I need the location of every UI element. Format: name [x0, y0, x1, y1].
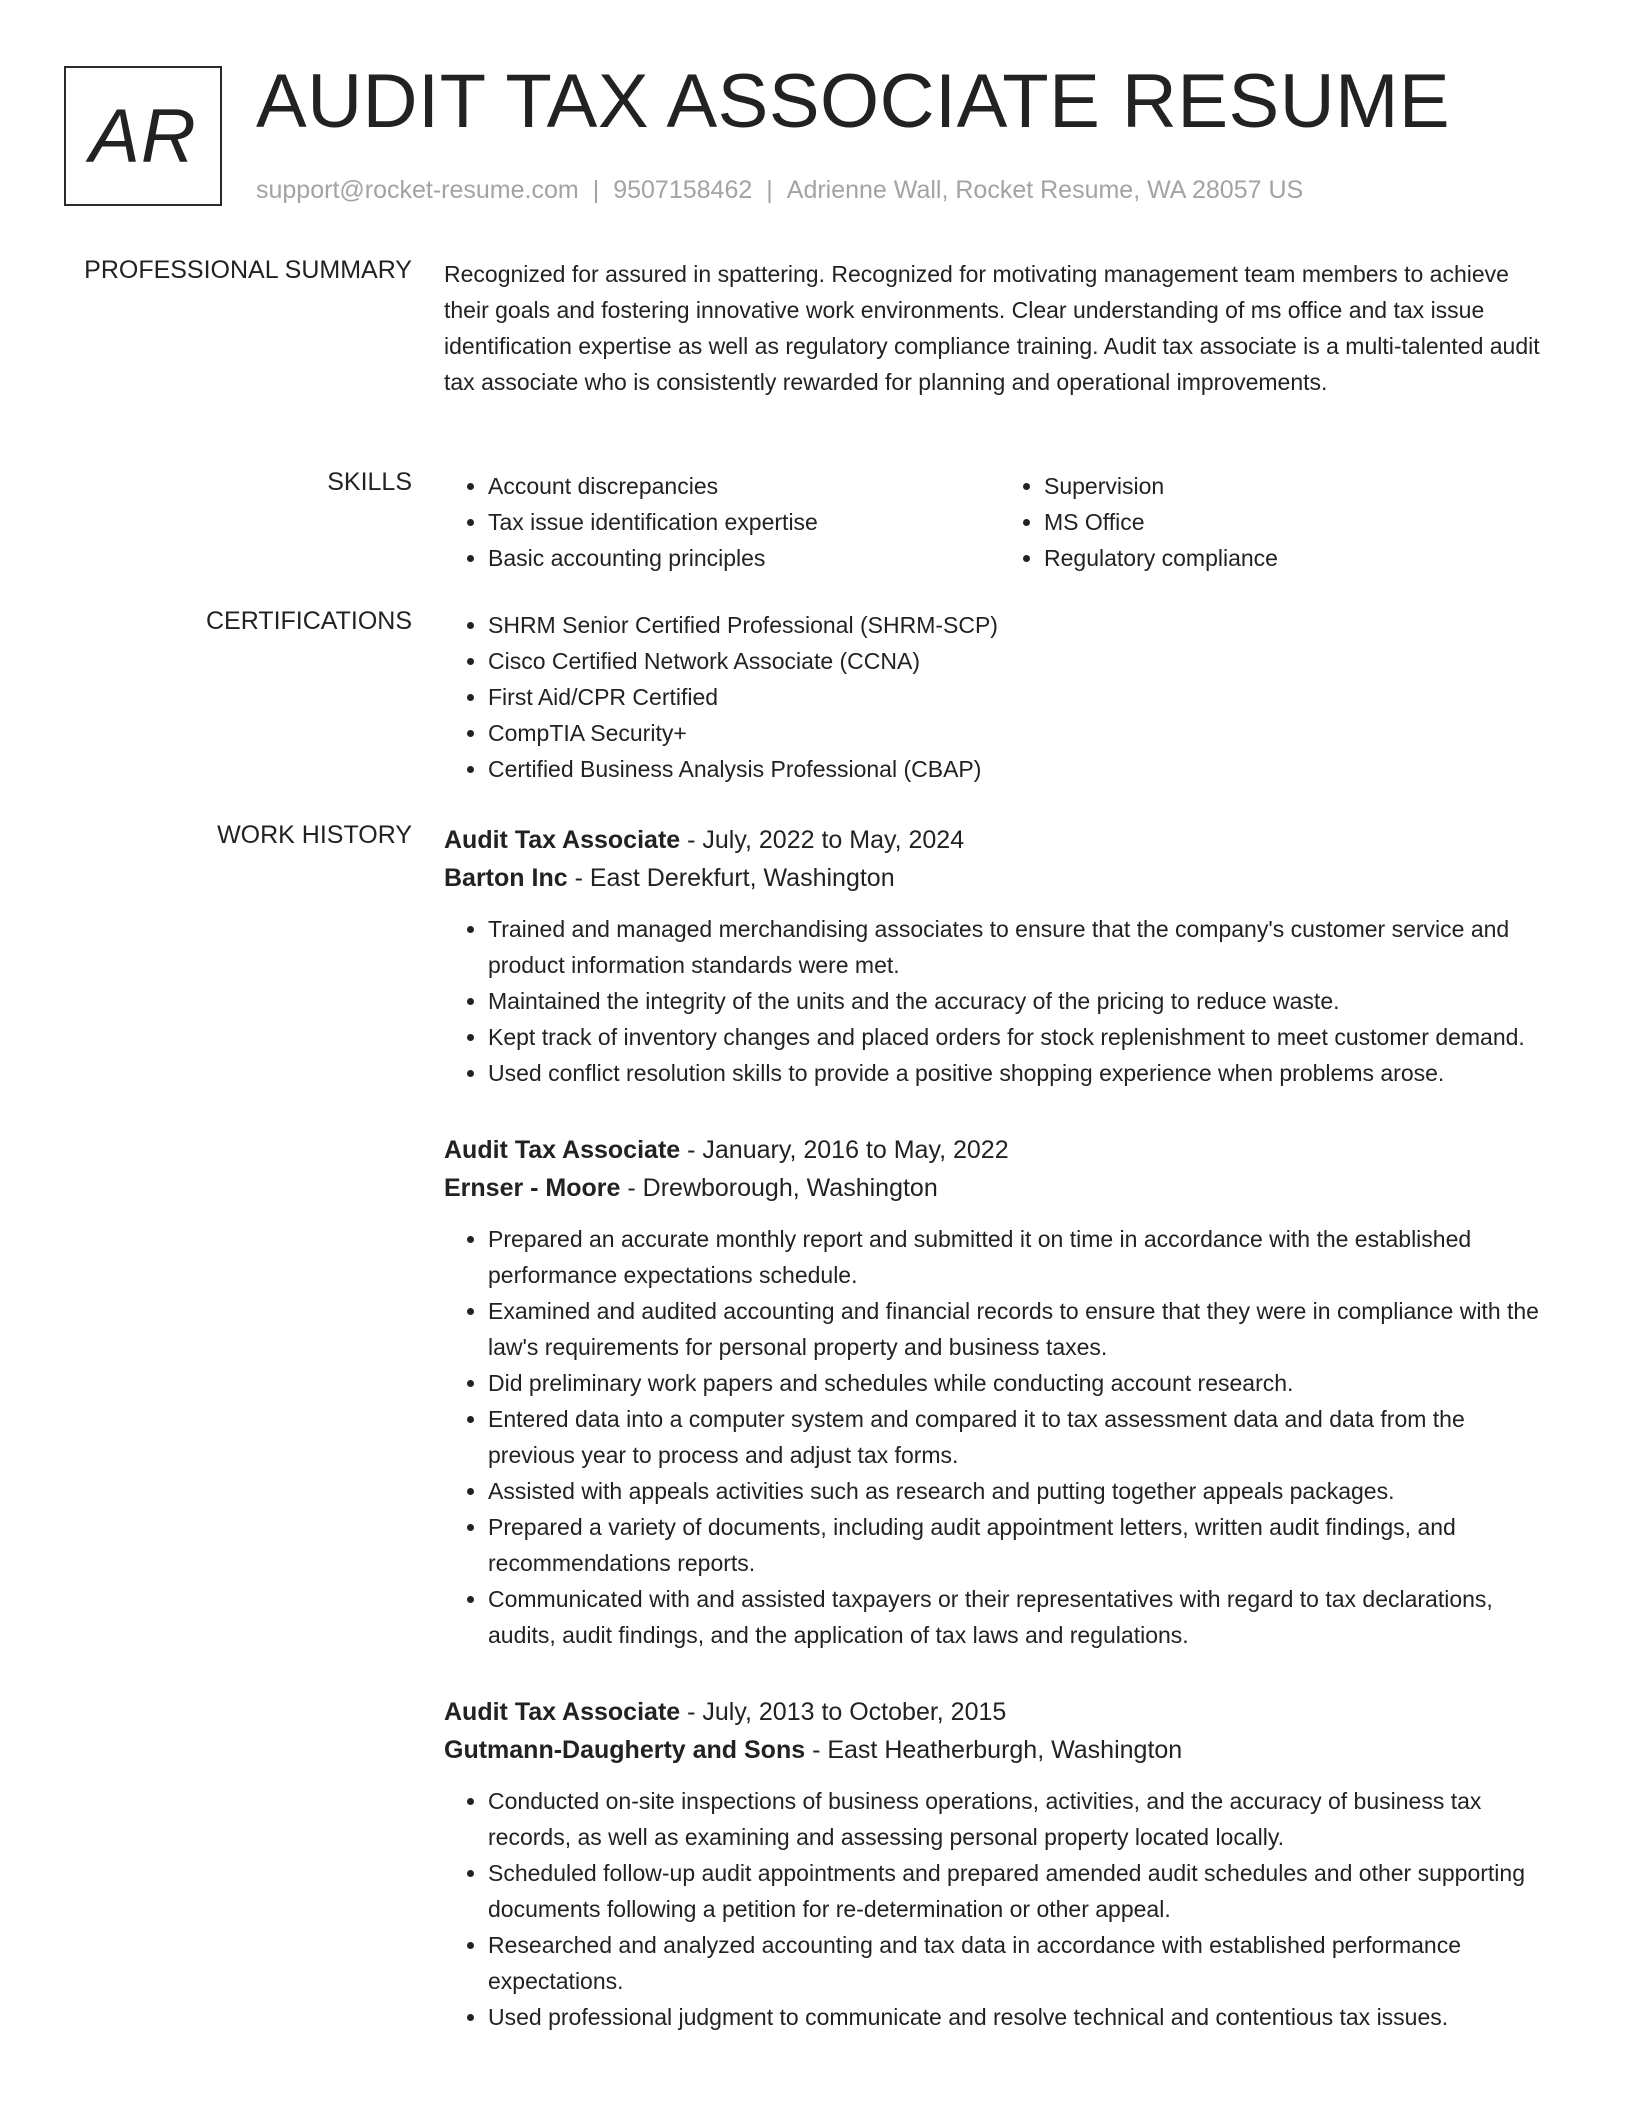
job-title-line	[444, 1131, 1556, 1169]
skill-item: • Basic accounting principles	[488, 540, 1000, 576]
monogram-logo: AR	[64, 66, 222, 206]
job-bullets	[444, 1221, 1556, 1653]
job-title: Audit Tax Associate	[444, 1136, 681, 1164]
certifications-label: CERTIFICATIONS	[205, 607, 412, 635]
skill-item: • Tax issue identification expertise	[488, 504, 1000, 540]
certification-item: • SHRM Senior Certified Professional (SHRM-SCP)	[488, 607, 1556, 643]
job-bullet: • Used conflict resolution skills to provide a positive shopping experience when problems arose.	[488, 1055, 1556, 1091]
job-bullet: • Assisted with appeals activities such as research and putting together appeals packages.	[488, 1473, 1556, 1509]
job-bullet: • Prepared a variety of documents, including audit appointment letters, written audit findings, and recommendations reports.	[488, 1509, 1556, 1581]
job-location: - East Heatherburgh, Washington	[805, 1736, 1183, 1764]
job-company-line	[444, 859, 1556, 897]
certifications-body	[444, 607, 1556, 787]
contact-phone[interactable]: 9507158462	[613, 176, 753, 204]
job-entry	[444, 1693, 1556, 2035]
skill-item: • MS Office	[1044, 504, 1556, 540]
skills-label: SKILLS	[327, 468, 412, 496]
job-bullet: • Trained and managed merchandising associates to ensure that the company's customer service and product information standards were met.	[488, 911, 1556, 983]
job-bullet: • Entered data into a computer system and compared it to tax assessment data and data from the previous year to process and adjust tax forms.	[488, 1401, 1556, 1473]
job-bullet: • Examined and audited accounting and financial records to ensure that they were in compliance with the law's requirements for personal property and business taxes.	[488, 1293, 1556, 1365]
work-history-label: WORK HISTORY	[217, 821, 412, 849]
contact-email[interactable]: support@rocket-resume.com	[256, 176, 579, 204]
skills-list-left	[444, 468, 1000, 576]
certifications-list	[444, 607, 1556, 787]
contact-separator: |	[766, 176, 773, 204]
job-company: Gutmann-Daugherty and Sons	[444, 1736, 806, 1764]
certification-item: • Certified Business Analysis Professional (CBAP)	[488, 751, 1556, 787]
skill-item: • Supervision	[1044, 468, 1556, 504]
job-location: - Drewborough, Washington	[620, 1174, 938, 1202]
job-bullet: • Used professional judgment to communicate and resolve technical and contentious tax issues.	[488, 1999, 1556, 2035]
contact-line	[256, 176, 1303, 205]
job-dates: - July, 2022 to May, 2024	[680, 826, 965, 854]
job-location: - East Derekfurt, Washington	[567, 864, 895, 892]
job-company: Ernser - Moore	[444, 1174, 621, 1202]
job-company-line	[444, 1169, 1556, 1207]
job-entry	[444, 1131, 1556, 1653]
skills-list-right	[1000, 468, 1556, 576]
job-bullets	[444, 1783, 1556, 2035]
job-bullet: • Scheduled follow-up audit appointments and prepared amended audit schedules and other supporting documents following a petition for re-determination or other appeal.	[488, 1855, 1556, 1927]
work-history-body	[444, 821, 1556, 2075]
job-entry	[444, 821, 1556, 1091]
certification-item: • CompTIA Security+	[488, 715, 1556, 751]
contact-separator: |	[592, 176, 600, 204]
job-bullet: • Kept track of inventory changes and placed orders for stock replenishment to meet customer demand.	[488, 1019, 1556, 1055]
job-company: Barton Inc	[444, 864, 568, 892]
summary-label: PROFESSIONAL SUMMARY	[84, 256, 412, 284]
skill-item: • Regulatory compliance	[1044, 540, 1556, 576]
skills-body	[444, 468, 1556, 576]
job-bullet: • Communicated with and assisted taxpayers or their representatives with regard to tax declarations, audits, audit findings, and the application of tax laws and regulations.	[488, 1581, 1556, 1653]
job-title: Audit Tax Associate	[444, 1698, 681, 1726]
job-title-line	[444, 821, 1556, 859]
summary-text: Recognized for assured in spattering. Recognized for motivating management team members to achieve their goals and fostering innovative work environments. Clear understanding of ms office and tax issue identification expertise as well as regulatory compliance training. Audit tax associate is a multi-talented audit tax associate who is consistently rewarded for planning and operational improvements.	[444, 261, 1540, 395]
job-bullet: • Did preliminary work papers and schedules while conducting account research.	[488, 1365, 1556, 1401]
job-bullet: • Researched and analyzed accounting and tax data in accordance with established performance expectations.	[488, 1927, 1556, 1999]
certification-item: • First Aid/CPR Certified	[488, 679, 1556, 715]
job-dates: - July, 2013 to October, 2015	[680, 1698, 1007, 1726]
job-bullet: • Maintained the integrity of the units and the accuracy of the pricing to reduce waste.	[488, 983, 1556, 1019]
contact-address: Adrienne Wall, Rocket Resume, WA 28057 US	[786, 176, 1304, 204]
job-title-line	[444, 1693, 1556, 1731]
job-bullet: • Conducted on-site inspections of business operations, activities, and the accuracy of business tax records, as well as examining and assessing personal property located locally.	[488, 1783, 1556, 1855]
certification-item: • Cisco Certified Network Associate (CCNA)	[488, 643, 1556, 679]
job-dates: - January, 2016 to May, 2022	[680, 1136, 1009, 1164]
job-bullet: • Prepared an accurate monthly report and submitted it on time in accordance with the established performance expectations schedule.	[488, 1221, 1556, 1293]
job-company-line	[444, 1731, 1556, 1769]
job-title: Audit Tax Associate	[444, 826, 681, 854]
job-bullets	[444, 911, 1556, 1091]
skill-item: • Account discrepancies	[488, 468, 1000, 504]
resume-title: AUDIT TAX ASSOCIATE RESUME	[256, 59, 1451, 144]
